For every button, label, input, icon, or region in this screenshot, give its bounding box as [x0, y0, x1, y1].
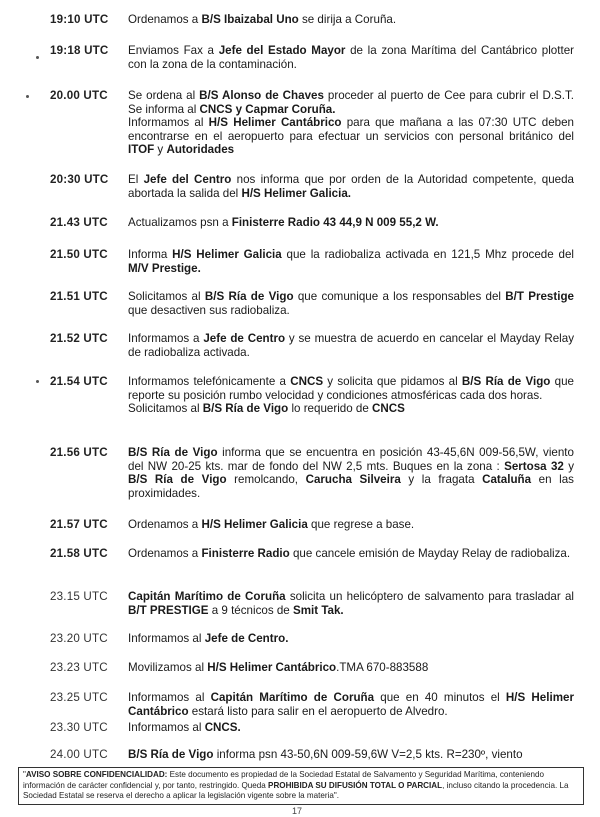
entry-time: 23.23 UTC [50, 661, 108, 674]
entry-time: 24.00 UTC [50, 748, 108, 761]
entry-time: 21.57 UTC [50, 518, 108, 531]
entry-time: 21.43 UTC [50, 216, 108, 229]
entry-time: 20:30 UTC [50, 173, 109, 186]
entry-text: Se ordena al B/S Alonso de Chaves proceder al puerto de Cee para cubrir el D.S.T. Se informa al CNCS y Capmar Coruña. Informamos al H/S Helimer Cantábrico para que mañana a las 07:30 UTC deben encontrarse en el aeropuerto para efectuar un servicios con personal británico del ITOF y Autoridades [128, 89, 575, 157]
entry-text: Capitán Marítimo de Coruña solicita un helicóptero de salvamento para trasladar al B/T PRESTIGE a 9 técnicos de Smit Tak. [128, 590, 574, 617]
entry-time: 21.50 UTC [50, 248, 108, 261]
entry-text: Informamos al Capitán Marítimo de Coruña que en 40 minutos el H/S Helimer Cantábrico estará listo para salir en el aeropuerto de Alvedro. [128, 691, 574, 718]
entry-text: Ordenamos a H/S Helimer Galicia que regrese a base. [128, 518, 415, 531]
entry-time: 21.54 UTC [50, 375, 108, 388]
entry-text: Movilizamos al H/S Helimer Cantábrico.TMA 670-883588 [128, 661, 429, 674]
entry-time: 21.58 UTC [50, 547, 108, 560]
page-number: 17 [292, 806, 303, 816]
entry-time: 23.30 UTC [50, 721, 108, 734]
entry-text: Ordenamos a Finisterre Radio que cancele emisión de Mayday Relay de radiobaliza. [128, 547, 571, 560]
scan-speck [36, 56, 39, 59]
entry-text: Actualizamos psn a Finisterre Radio 43 44,9 N 009 55,2 W. [128, 216, 439, 229]
entry-text: Ordenamos a B/S Ibaizabal Uno se dirija a Coruña. [128, 13, 397, 26]
entry-time: 21.52 UTC [50, 332, 108, 345]
entry-text: B/S Ría de Vigo informa psn 43-50,6N 009-59,6W V=2,5 kts. R=230º, viento [128, 748, 523, 761]
entry-time: 19:18 UTC [50, 44, 109, 57]
entry-time: 23.20 UTC [50, 632, 108, 645]
entry-text: B/S Ría de Vigo informa que se encuentra en posición 43-45,6N 009-56,5W, viento del NW 20-25 kts. mar de fondo del NW 2,5 mts. Buques en la zona : Sertosa 32 y B/S Ría de Vigo remolcando, Carucha Silveira y la fragata Cataluña en las proximidades. [128, 446, 574, 500]
entry-time: 23.25 UTC [50, 691, 108, 704]
entry-time: 21.51 UTC [50, 290, 108, 303]
entry-time: 20.00 UTC [50, 89, 108, 102]
entry-text: El Jefe del Centro nos informa que por orden de la Autoridad competente, queda abortada la salida del H/S Helimer Galicia. [128, 173, 574, 200]
entry-time: 21.56 UTC [50, 446, 108, 459]
entry-text: Solicitamos al B/S Ría de Vigo que comunique a los responsables del B/T Prestige que desactiven sus radiobaliza. [128, 290, 574, 317]
entry-time: 19:10 UTC [50, 13, 109, 26]
entry-text: Informamos a Jefe de Centro y se muestra de acuerdo en cancelar el Mayday Relay de radiobaliza activada. [128, 332, 574, 359]
entry-text: Informa H/S Helimer Galicia que la radiobaliza activada en 121,5 Mhz procede del M/V Prestige. [128, 248, 575, 275]
scan-speck [26, 95, 29, 98]
confidentiality-notice: "AVISO SOBRE CONFIDENCIALIDAD: Este documento es propiedad de la Sociedad Estatal de Salvamento y Seguridad Marítima, conteniendo información de carácter confidencial y, por tanto, restringido. Queda PROHIBIDA SU DIFUSIÓN TOTAL O PARCIAL, incluso citando la procedencia. La Sociedad Estatal se reserva el derecho a aplicar la legislación vigente sobre la materia". [18, 767, 584, 805]
scan-speck [36, 380, 39, 383]
entry-text: Informamos telefónicamente a CNCS y solicita que pidamos al B/S Ría de Vigo que reporte su posición rumbo velocidad y condiciones atmosféricas cada dos horas. Solicitamos al B/S Ría de Vigo lo requerido de CNCS [128, 375, 574, 416]
entry-text: Informamos al CNCS. [128, 721, 241, 734]
entry-time: 23.15 UTC [50, 590, 108, 603]
entry-text: Enviamos Fax a Jefe del Estado Mayor de la zona Marítima del Cantábrico plotter con la zona de la contaminación. [128, 44, 575, 71]
entry-text: Informamos al Jefe de Centro. [128, 632, 289, 645]
